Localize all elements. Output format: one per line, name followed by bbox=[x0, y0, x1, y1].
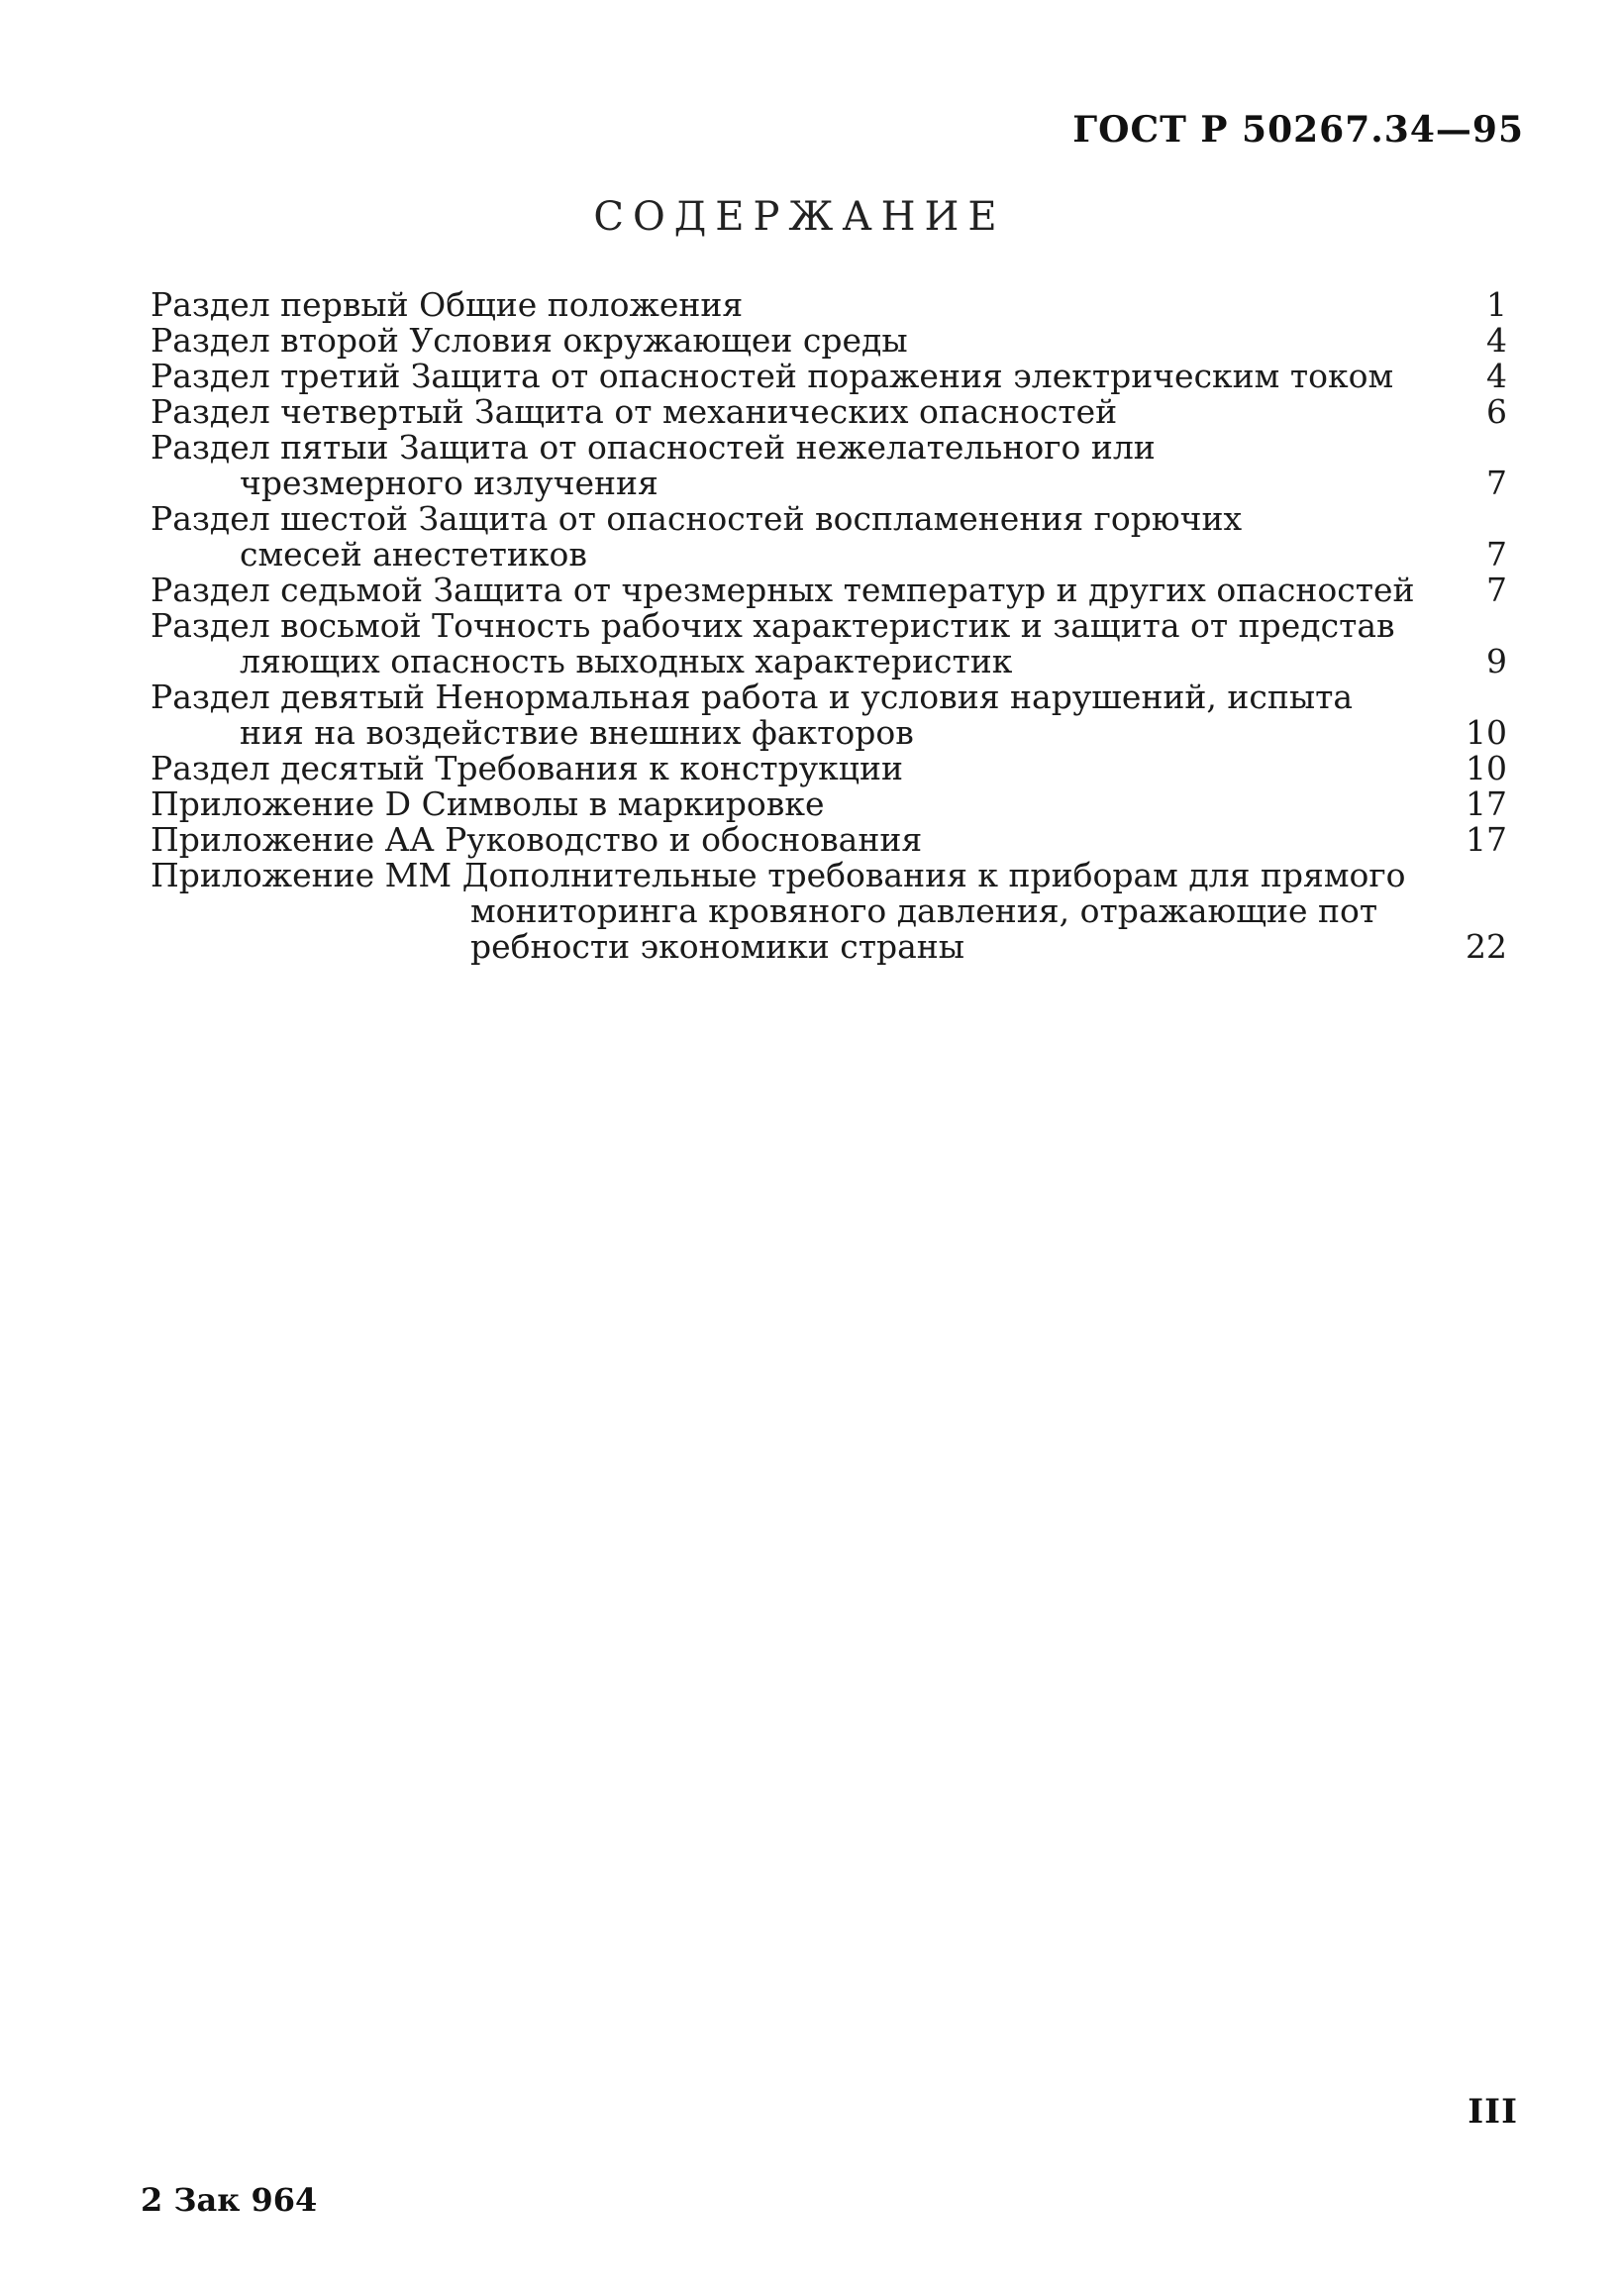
toc-entry-page: 17 bbox=[1466, 784, 1507, 823]
toc-entry bbox=[151, 573, 1507, 608]
toc-entry-page: 6 bbox=[1486, 392, 1507, 431]
table-of-contents bbox=[151, 287, 1507, 965]
toc-entry bbox=[151, 359, 1507, 394]
toc-entry-line: мониторинга кровяного давления, отражающие пот bbox=[470, 891, 1378, 930]
toc-entry-page: 17 bbox=[1466, 820, 1507, 859]
toc-entry bbox=[151, 430, 1507, 501]
toc-entry-page: 7 bbox=[1486, 571, 1507, 609]
toc-entry bbox=[151, 287, 1507, 323]
toc-entry-line: ребности экономики страны bbox=[470, 927, 965, 966]
toc-entry-line: ляющих опасность выходных характеристик bbox=[240, 642, 1013, 680]
toc-entry-line: Раздел десятый Требования к конструкции bbox=[151, 749, 903, 787]
toc-entry-page: 4 bbox=[1486, 321, 1507, 360]
toc-entry-line: ния на воздействие внешних факторов bbox=[240, 713, 914, 752]
toc-entry-page: 9 bbox=[1486, 642, 1507, 680]
toc-entry-page: 7 bbox=[1486, 464, 1507, 502]
toc-entry-line: Раздел восьмой Точность рабочих характеристик и защита от представ bbox=[151, 606, 1395, 645]
toc-entry bbox=[151, 608, 1507, 679]
toc-entry-line: смесей анестетиков bbox=[240, 535, 587, 574]
toc-entry-line: Приложение АА Руководство и обоснования bbox=[151, 820, 923, 859]
toc-entry bbox=[151, 679, 1507, 751]
toc-entry-line: Раздел седьмой Защита от чрезмерных температур и других опасностей bbox=[151, 571, 1415, 609]
page-title-text: СОДЕРЖАНИЕ bbox=[593, 194, 1006, 240]
toc-entry-line: Раздел шестой Защита от опасностей воспламенения горючих bbox=[151, 499, 1243, 538]
toc-entry bbox=[151, 786, 1507, 822]
toc-entry bbox=[151, 501, 1507, 573]
toc-entry-line: Раздел третий Защита от опасностей поражения электрическим током bbox=[151, 357, 1394, 395]
toc-entry bbox=[151, 323, 1507, 359]
toc-entry bbox=[151, 822, 1507, 858]
print-order-mark: 2 Зак 964 bbox=[141, 2181, 318, 2219]
toc-entry-line: Раздел первый Общие положения bbox=[151, 285, 744, 324]
toc-entry bbox=[151, 751, 1507, 786]
toc-entry-page: 10 bbox=[1466, 713, 1507, 752]
toc-entry-page: 10 bbox=[1466, 749, 1507, 787]
toc-entry-line: Приложение D Символы в маркировке bbox=[151, 784, 825, 823]
page-title bbox=[0, 194, 1619, 240]
document-code: ГОСТ Р 50267.34—95 bbox=[1072, 109, 1524, 151]
toc-entry-line: чрезмерного излучения bbox=[240, 464, 658, 502]
page-number: III bbox=[1467, 2092, 1518, 2132]
toc-entry-line: Раздел пятыи Защита от опасностей нежелательного или bbox=[151, 428, 1156, 467]
toc-entry-page: 4 bbox=[1486, 357, 1507, 395]
toc-entry-line: Раздел четвертый Защита от механических опасностей bbox=[151, 392, 1118, 431]
toc-entry-page: 1 bbox=[1486, 285, 1507, 324]
toc-entry-page: 7 bbox=[1486, 535, 1507, 574]
toc-entry bbox=[151, 858, 1507, 965]
toc-entry-page: 22 bbox=[1466, 927, 1507, 966]
toc-entry bbox=[151, 394, 1507, 430]
toc-entry-line: Раздел девятый Ненормальная работа и условия нарушений, испыта bbox=[151, 678, 1354, 716]
toc-entry-line: Раздел второй Условия окружающеи среды bbox=[151, 321, 908, 360]
toc-entry-line: Приложение ММ Дополнительные требования к приборам для прямого bbox=[151, 856, 1406, 894]
